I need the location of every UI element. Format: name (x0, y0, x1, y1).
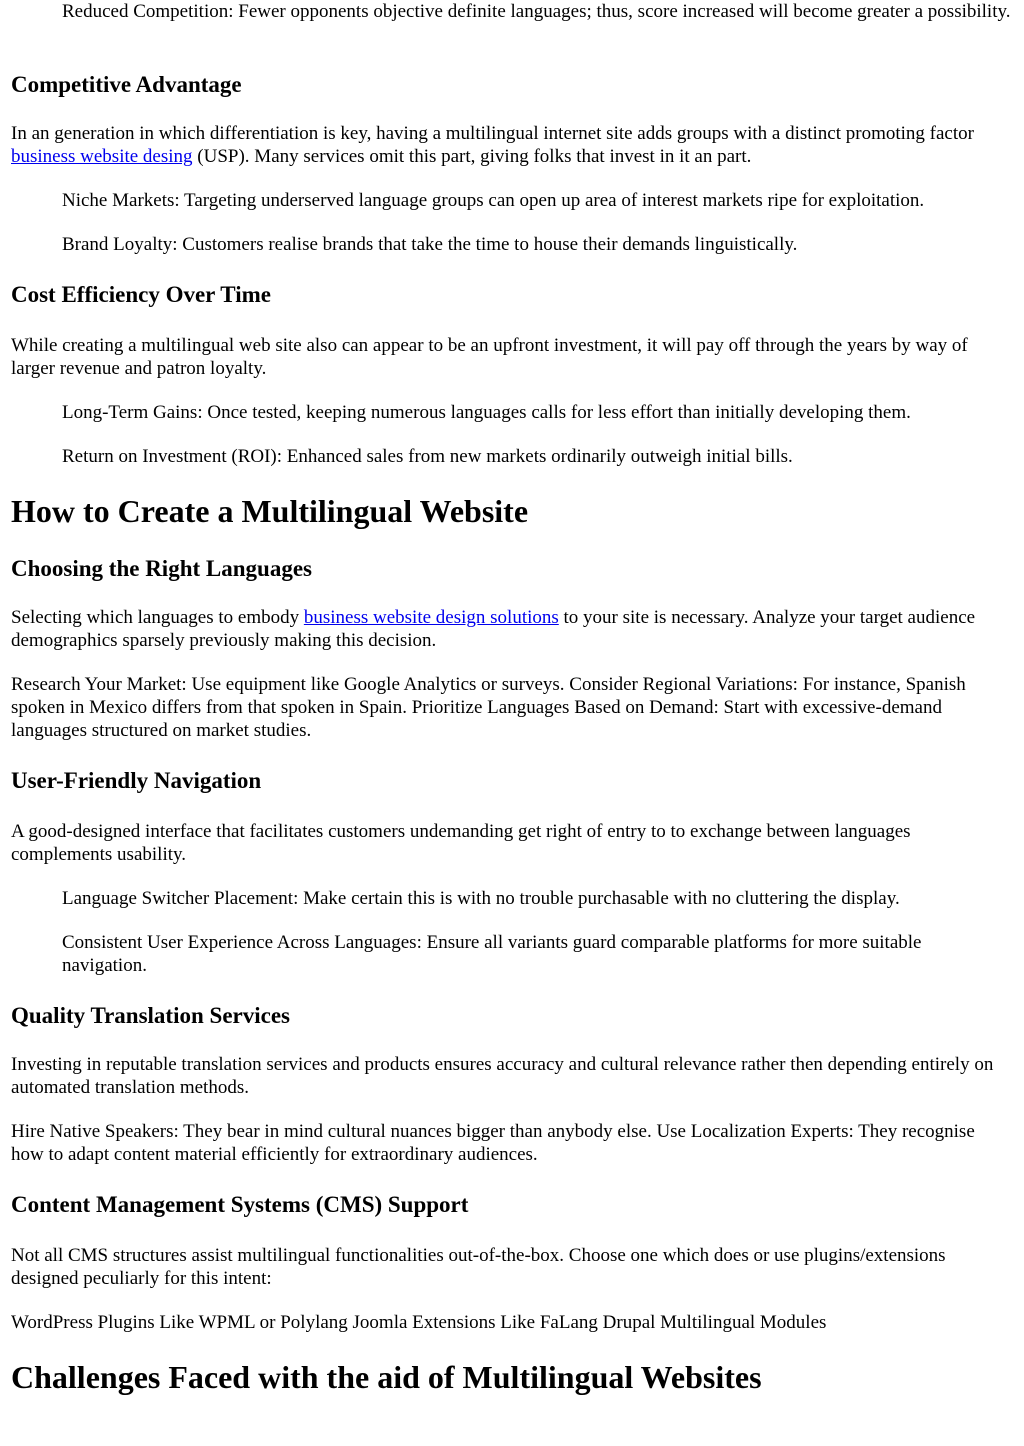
heading-cms-support: Content Management Systems (CMS) Support (11, 1192, 469, 1217)
text-segment: Selecting which languages to embody (11, 607, 304, 628)
heading-quality-translation: Quality Translation Services (11, 1003, 290, 1028)
paragraph-cost-efficiency: While creating a multilingual web site also can appear to be an upfront investment, it will pay off through the years by way of larger revenue and patron loyalty. (11, 335, 968, 379)
bullet-niche-markets: Niche Markets: Targeting underserved language groups can open up area of interest markets ripe for exploitation. (62, 190, 925, 211)
business-website-desing-link[interactable]: business website desing (11, 146, 193, 167)
paragraph-cms-plugins: WordPress Plugins Like WPML or Polylang Joomla Extensions Like FaLang Drupal Multilingual Modules (11, 1312, 827, 1333)
heading-challenges: Challenges Faced with the aid of Multilingual Websites (11, 1359, 762, 1395)
heading-user-friendly-navigation: User-Friendly Navigation (11, 768, 262, 793)
bullet-reduced-competition: Reduced Competition: Fewer opponents objective definite languages; thus, score increased will become greater a possibility. (62, 1, 1011, 22)
bullet-consistent-experience: Consistent User Experience Across Languages: Ensure all variants guard comparable platforms for more suitable navigation. (62, 932, 922, 976)
paragraph-native-speakers: Hire Native Speakers: They bear in mind cultural nuances bigger than anybody else. Use Localization Experts: They recognise how to adapt content material efficiently for extraordinary audiences. (11, 1121, 975, 1165)
paragraph-choosing-languages (11, 606, 1011, 652)
text-segment: to your site is necessary. Analyze your target audience demographics sparsely previously making this decision. (11, 607, 976, 651)
bullet-long-term-gains: Long-Term Gains: Once tested, keeping numerous languages calls for less effort than initially developing them. (62, 402, 911, 423)
paragraph-research-market: Research Your Market: Use equipment like Google Analytics or surveys. Consider Regional Variations: For instance, Spanish spoken in Mexico differs from that spoken in Spain. Prioritize Languages Based on Demand: Start with excessive-demand languages structured on market studies. (11, 674, 966, 741)
text-segment: (USP). Many services omit this part, giving folks that invest in it an part. (192, 146, 752, 167)
heading-how-to-create: How to Create a Multilingual Website (11, 493, 529, 529)
bullet-brand-loyalty: Brand Loyalty: Customers realise brands that take the time to house their demands linguistically. (62, 234, 798, 255)
business-website-design-solutions-link[interactable]: business website design solutions (303, 607, 559, 628)
paragraph-user-friendly-navigation: A good-designed interface that facilitates customers undemanding get right of entry to to exchange between languages complements usability. (11, 821, 911, 865)
heading-choosing-languages: Choosing the Right Languages (11, 556, 312, 581)
heading-cost-efficiency: Cost Efficiency Over Time (11, 282, 271, 307)
paragraph-cms-support: Not all CMS structures assist multilingual functionalities out-of-the-box. Choose one which does or use plugins/extensions designed peculiarly for this intent: (11, 1245, 946, 1289)
bullet-language-switcher: Language Switcher Placement: Make certain this is with no trouble purchasable with no cluttering the display. (62, 888, 900, 909)
paragraph-competitive-advantage (11, 122, 1011, 168)
text-segment: In an generation in which differentiation is key, having a multilingual internet site adds groups with a distinct promoting factor (11, 123, 974, 144)
paragraph-quality-translation: Investing in reputable translation services and products ensures accuracy and cultural relevance rather then depending entirely on automated translation methods. (11, 1054, 994, 1098)
bullet-return-on-investment: Return on Investment (ROI): Enhanced sales from new markets ordinarily outweigh initial bills. (62, 446, 793, 467)
heading-competitive-advantage: Competitive Advantage (11, 72, 242, 97)
